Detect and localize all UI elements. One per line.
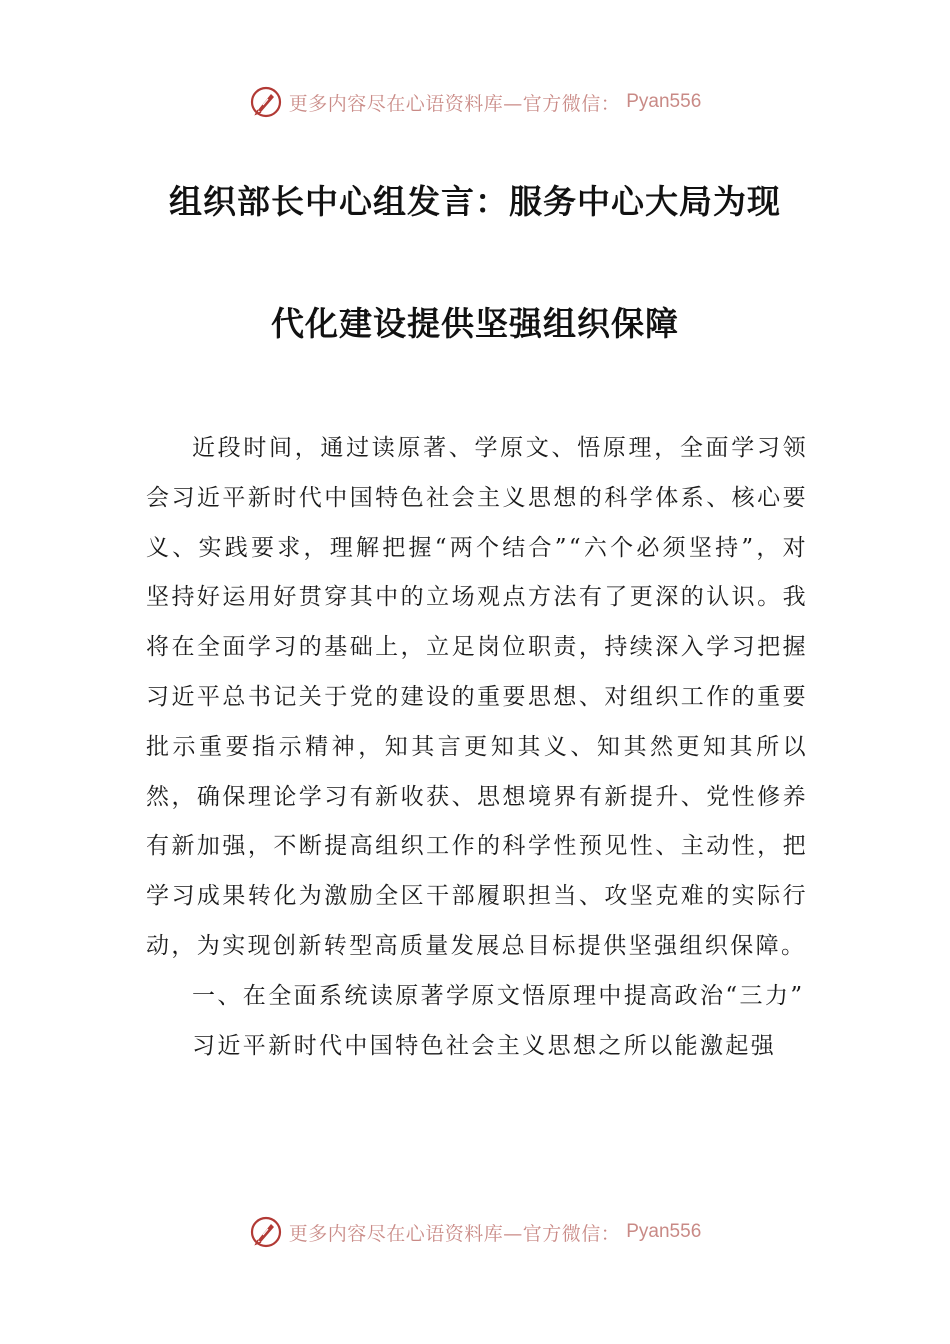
watermark-banner-bottom xyxy=(0,1212,950,1252)
section-heading-1: 一、在全面系统读原著学原文悟原理中提高政治“三力” xyxy=(192,982,805,1009)
body-paragraph-2: 习近平新时代中国特色社会主义思想之所以能激起强 xyxy=(192,1032,777,1059)
watermark-text: 更多内容尽在心语资料库—官方微信： xyxy=(288,92,621,115)
watermark-id: Pyan556 xyxy=(626,1221,702,1242)
page-title-line-1: 组织部长中心组发言：服务中心大局为现 xyxy=(169,182,781,221)
page-title-line-2: 代化建设提供坚强组织保障 xyxy=(271,304,679,343)
quill-pen-logo-icon xyxy=(249,85,283,119)
quill-pen-logo-icon xyxy=(249,1215,283,1249)
watermark-banner-top xyxy=(0,82,950,122)
body-paragraph-1: 近段时间，通过读原著、学原文、悟原理，全面学习领会习近平新时代中国特色社会主义思想的科学体系、核心要义、实践要求，理解把握“两个结合”“六个必须坚持”，对坚持好运用好贯穿其中的立场观点方法有了更深的认识。我将在全面学习的基础上，立足岗位职责，持续深入学习把握习近平总书记关于党的建设的重要思想、对组织工作的重要批示重要指示精神，知其言更知其义、知其然更知其所以然，确保理论学习有新收获、思想境界有新提升、党性修养有新加强，不断提高组织工作的科学性预见性、主动性，把学习成果转化为激励全区干部履职担当、攻坚克难的实际行动，为实现创新转型高质量发展总目标提供坚强组织保障。 xyxy=(146,435,808,959)
document-body xyxy=(146,424,808,1071)
watermark-id: Pyan556 xyxy=(626,91,702,112)
watermark-text: 更多内容尽在心语资料库—官方微信： xyxy=(288,1222,621,1245)
